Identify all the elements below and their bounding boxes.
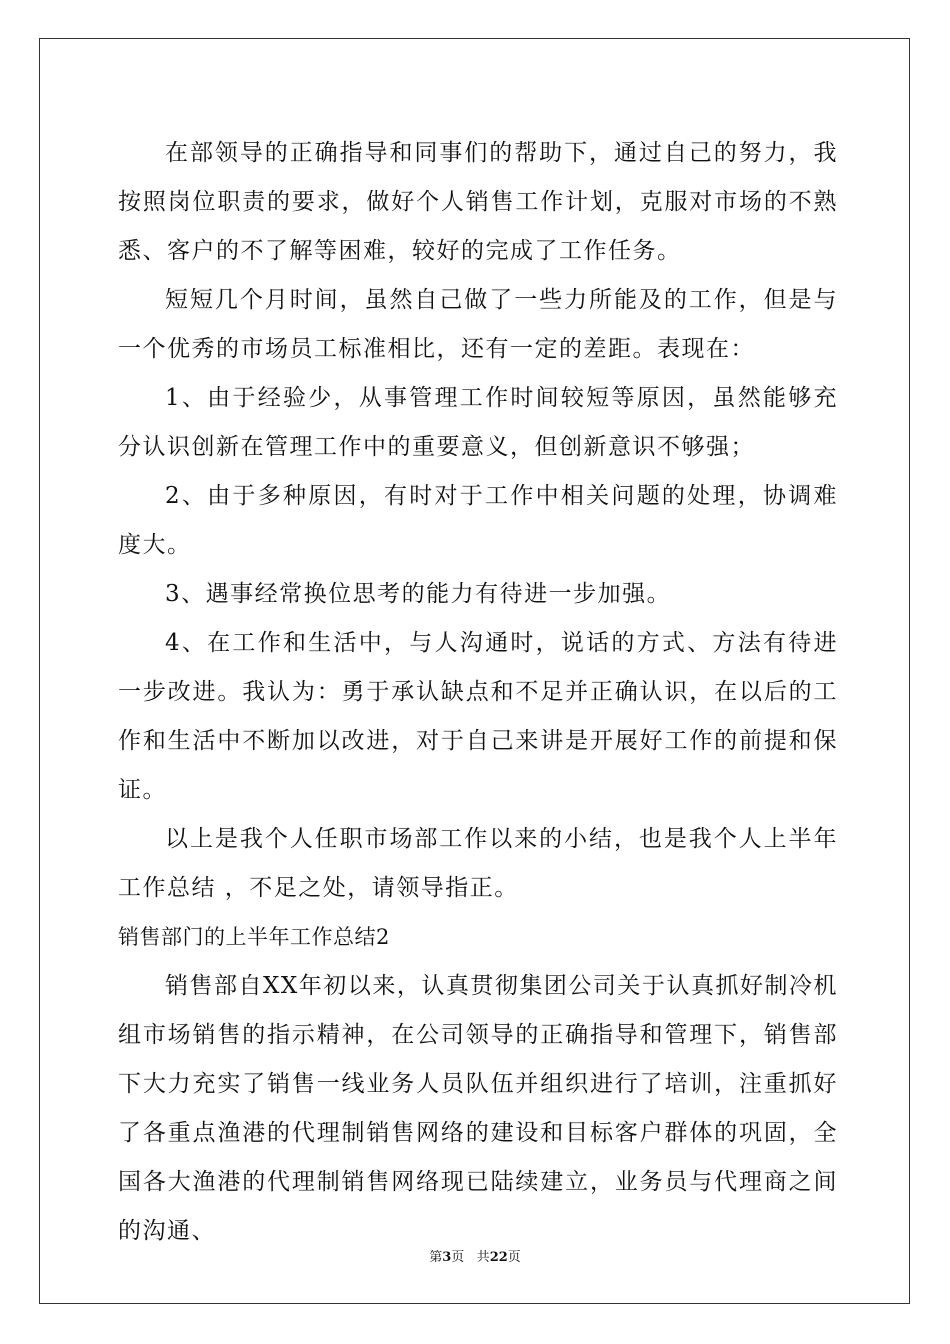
paragraph: 在部领导的正确指导和同事们的帮助下，通过自己的努力，我按照岗位职责的要求，做好个人销售工作计划，克服对市场的不熟悉、客户的不了解等困难，较好的完成了工作任务。 [118, 140, 838, 264]
paragraph: 销售部自XX年初以来，认真贯彻集团公司关于认真抓好制冷机组市场销售的指示精神，在公司领导的正确指导和管理下，销售部下大力充实了销售一线业务人员队伍并组织进行了培训，注重抓好了各重点渔港的代理制销售网络的建设和目标客户群体的巩固，全国各大渔港的代理制销售网络现已陆续建立，业务员与代理商之间的沟通、 [118, 973, 838, 1244]
page-footer [0, 1246, 950, 1265]
document-body [118, 129, 838, 1256]
footer-total-prefix: 共 [476, 1250, 490, 1265]
paragraph: 4、在工作和生活中，与人沟通时，说话的方式、方法有待进一步改进。我认为：勇于承认缺点和不足并正确认识，在以后的工作和生活中不断加以改进，对于自己来讲是开展好工作的前提和保证。 [118, 630, 838, 803]
paragraph: 1、由于经验少，从事管理工作时间较短等原因，虽然能够充分认识创新在管理工作中的重要意义，但创新意识不够强； [118, 385, 838, 460]
section-heading: 销售部门的上半年工作总结2 [118, 925, 390, 949]
footer-prefix: 第 [429, 1250, 443, 1265]
paragraph: 3、遇事经常换位思考的能力有待进一步加强。 [165, 581, 672, 607]
total-page-count: 22 [489, 1250, 508, 1265]
paragraph: 以上是我个人任职市场部工作以来的小结，也是我个人上半年工作总结 ，不足之处，请领导指正。 [118, 826, 838, 901]
footer-total-suffix: 页 [507, 1250, 521, 1265]
current-page-number: 3 [442, 1250, 452, 1265]
footer-page-suffix: 页 [451, 1250, 465, 1265]
paragraph: 短短几个月时间，虽然自己做了一些力所能及的工作，但是与一个优秀的市场员工标准相比，还有一定的差距。表现在： [118, 287, 838, 362]
paragraph: 2、由于多种原因，有时对于工作中相关问题的处理，协调难度大。 [118, 483, 838, 558]
